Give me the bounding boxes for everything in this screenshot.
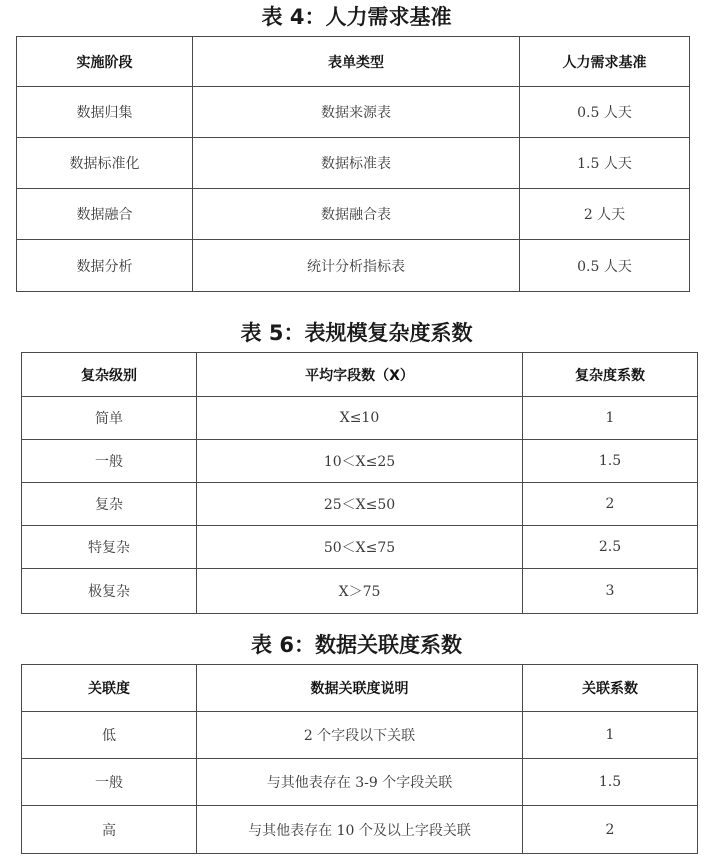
table6-cell: 1 <box>523 712 698 759</box>
table-row <box>22 569 698 614</box>
table-row <box>22 397 698 440</box>
table6-caption: 表 6：数据关联度系数 <box>251 633 462 657</box>
table6-cell: 低 <box>22 712 197 759</box>
table4-caption: 表 4：人力需求基准 <box>261 5 452 29</box>
table-row <box>22 759 698 806</box>
table-row <box>22 483 698 526</box>
table5-cell: X＞75 <box>197 569 523 614</box>
table4-cell: 0.5 人天 <box>520 87 690 138</box>
table5-cell: 一般 <box>22 440 197 483</box>
table-row <box>17 87 690 138</box>
table6 <box>21 664 698 854</box>
table5-cell: 1 <box>523 397 698 440</box>
table6-cell: 与其他表存在 3-9 个字段关联 <box>197 759 523 806</box>
table5-cell: 特复杂 <box>22 526 197 569</box>
table6-header-correlation: 关联度 <box>22 665 197 712</box>
table4-cell: 数据融合表 <box>193 189 520 240</box>
table4-cell: 1.5 人天 <box>520 138 690 189</box>
table5-cell: 2 <box>523 483 698 526</box>
table5-caption: 表 5：表规模复杂度系数 <box>240 321 473 345</box>
table4-cell: 数据来源表 <box>193 87 520 138</box>
table5-header-level: 复杂级别 <box>22 353 197 397</box>
table-row <box>17 138 690 189</box>
table5 <box>21 352 698 614</box>
table-row <box>17 189 690 240</box>
table6-header-row <box>22 665 698 712</box>
table4-cell: 数据标准化 <box>17 138 193 189</box>
table-row <box>17 240 690 292</box>
table5-cell: 1.5 <box>523 440 698 483</box>
table-row <box>22 440 698 483</box>
table6-cell: 1.5 <box>523 759 698 806</box>
table-row <box>22 526 698 569</box>
table4-cell: 统计分析指标表 <box>193 240 520 292</box>
table4-header-form-type: 表单类型 <box>193 37 520 87</box>
table6-header-description: 数据关联度说明 <box>197 665 523 712</box>
table5-cell: 3 <box>523 569 698 614</box>
table4-header-stage: 实施阶段 <box>17 37 193 87</box>
table5-header-avg-fields: 平均字段数（X） <box>197 353 523 397</box>
table6-cell: 2 <box>523 806 698 854</box>
table5-cell: 25＜X≤50 <box>197 483 523 526</box>
table-row <box>22 712 698 759</box>
table5-cell: 简单 <box>22 397 197 440</box>
table5-cell: 极复杂 <box>22 569 197 614</box>
table4-cell: 数据归集 <box>17 87 193 138</box>
table6-header-coefficient: 关联系数 <box>523 665 698 712</box>
table6-cell: 2 个字段以下关联 <box>197 712 523 759</box>
table-row <box>22 806 698 854</box>
table5-cell: 复杂 <box>22 483 197 526</box>
table5-cell: X≤10 <box>197 397 523 440</box>
table4-cell: 数据标准表 <box>193 138 520 189</box>
table5-header-coefficient: 复杂度系数 <box>523 353 698 397</box>
table6-cell: 与其他表存在 10 个及以上字段关联 <box>197 806 523 854</box>
table5-cell: 50＜X≤75 <box>197 526 523 569</box>
table4-cell: 0.5 人天 <box>520 240 690 292</box>
table4-cell: 2 人天 <box>520 189 690 240</box>
table4-cell: 数据融合 <box>17 189 193 240</box>
table5-cell: 2.5 <box>523 526 698 569</box>
table4-cell: 数据分析 <box>17 240 193 292</box>
table5-cell: 10＜X≤25 <box>197 440 523 483</box>
table4-header-row <box>17 37 690 87</box>
table4-header-manpower: 人力需求基准 <box>520 37 690 87</box>
table6-cell: 一般 <box>22 759 197 806</box>
table6-cell: 高 <box>22 806 197 854</box>
table5-header-row <box>22 353 698 397</box>
table4 <box>16 36 690 292</box>
